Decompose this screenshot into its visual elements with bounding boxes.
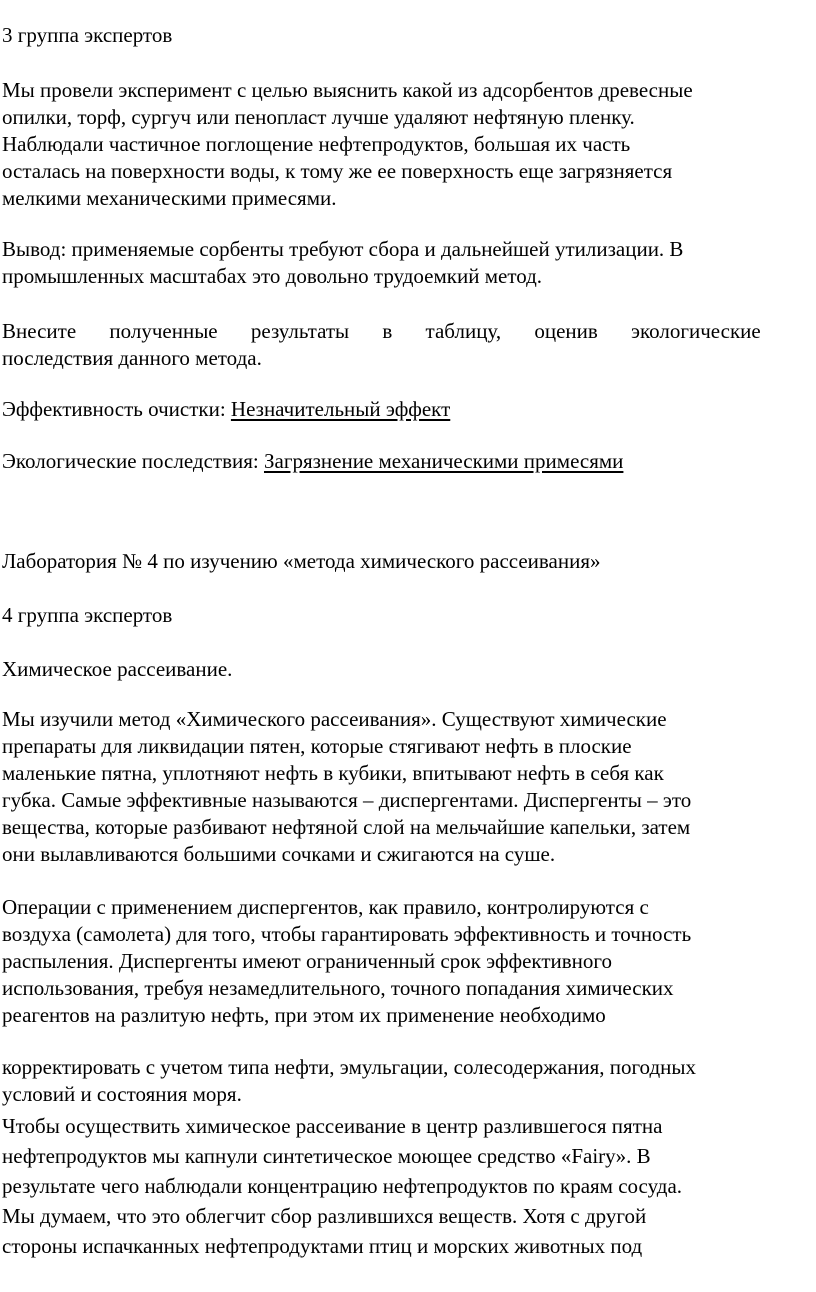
efficiency-value: Незначительный эффект [230, 397, 451, 421]
efficiency-line [2, 396, 814, 423]
lab4-title: Лаборатория № 4 по изучению «метода химического рассеивания» [2, 549, 601, 573]
text-line: Внесите полученные результаты в таблицу, оценив экологические [2, 319, 761, 343]
text-line: Мы думаем, что это облегчит сбор разлившихся веществ. Хотя с другой [2, 1204, 647, 1228]
text-line: Мы изучили метод «Химического рассеивания». Существуют химические [2, 707, 667, 731]
text-line: промышленных масштабах это довольно трудоемкий метод. [2, 264, 543, 288]
text-line: корректировать с учетом типа нефти, эмульгации, солесодержания, погодных [2, 1055, 696, 1079]
lab4-paragraph-2 [2, 894, 814, 1029]
text-line: губка. Самые эффективные называются – диспергентами. Диспергенты – это [2, 788, 692, 812]
text-line: Операции с применением диспергентов, как правило, контролируются с [2, 895, 649, 919]
text-line: препараты для ликвидации пятен, которые стягивают нефть в плоские [2, 734, 632, 758]
lab4-paragraph-1 [2, 706, 814, 868]
text-line: они вылавливаются большими сочками и сжигаются на суше. [2, 842, 556, 866]
section3-conclusion [2, 236, 814, 290]
text-line: реагентов на разлитую нефть, при этом их применение необходимо [2, 1003, 606, 1027]
text-line: нефтепродуктов мы капнули синтетическое моющее средство «Fairy». В [2, 1144, 651, 1168]
section3-heading: 3 группа экспертов [2, 23, 173, 47]
section3-instruction [2, 318, 814, 372]
section3-paragraph [2, 77, 814, 212]
text-line: использования, требуя незамедлительного, точного попадания химических [2, 976, 674, 1000]
text-line: Мы провели эксперимент с целью выяснить какой из адсорбентов древесные [2, 78, 693, 102]
consequences-line [2, 448, 814, 475]
text-line: опилки, торф, сургуч или пенопласт лучше удаляют нефтяную пленку. [2, 105, 635, 129]
lab4-paragraph-4 [2, 1111, 814, 1261]
text-line: условий и состояния моря. [2, 1082, 242, 1106]
text-line: воздуха (самолета) для того, чтобы гарантировать эффективность и точность [2, 922, 692, 946]
text-line: Вывод: применяемые сорбенты требуют сбора и дальнейшей утилизации. В [2, 237, 684, 261]
text-line: распыления. Диспергенты имеют ограниченный срок эффективного [2, 949, 613, 973]
text-line: мелкими механическими примесями. [2, 186, 337, 210]
consequences-label: Экологические последствия: [2, 449, 264, 473]
text-line: стороны испачканных нефтепродуктами птиц и морских животных под [2, 1234, 643, 1258]
lab4-subtitle: Химическое рассеивание. [2, 657, 233, 681]
text-line: осталась на поверхности воды, к тому же ее поверхность еще загрязняется [2, 159, 673, 183]
efficiency-label: Эффективность очистки: [2, 397, 231, 421]
text-line: последствия данного метода. [2, 346, 262, 370]
text-line: Наблюдали частичное поглощение нефтепродуктов, большая их часть [2, 132, 631, 156]
text-line: вещества, которые разбивают нефтяной слой на мельчайшие капельки, затем [2, 815, 691, 839]
consequences-value: Загрязнение механическими примесями [263, 449, 624, 473]
text-line: маленькие пятна, уплотняют нефть в кубики, впитывают нефть в себя как [2, 761, 664, 785]
lab4-group: 4 группа экспертов [2, 603, 173, 627]
lab4-paragraph-3 [2, 1054, 814, 1108]
text-line: результате чего наблюдали концентрацию нефтепродуктов по краям сосуда. [2, 1174, 683, 1198]
text-line: Чтобы осуществить химическое рассеивание в центр разлившегося пятна [2, 1114, 663, 1138]
